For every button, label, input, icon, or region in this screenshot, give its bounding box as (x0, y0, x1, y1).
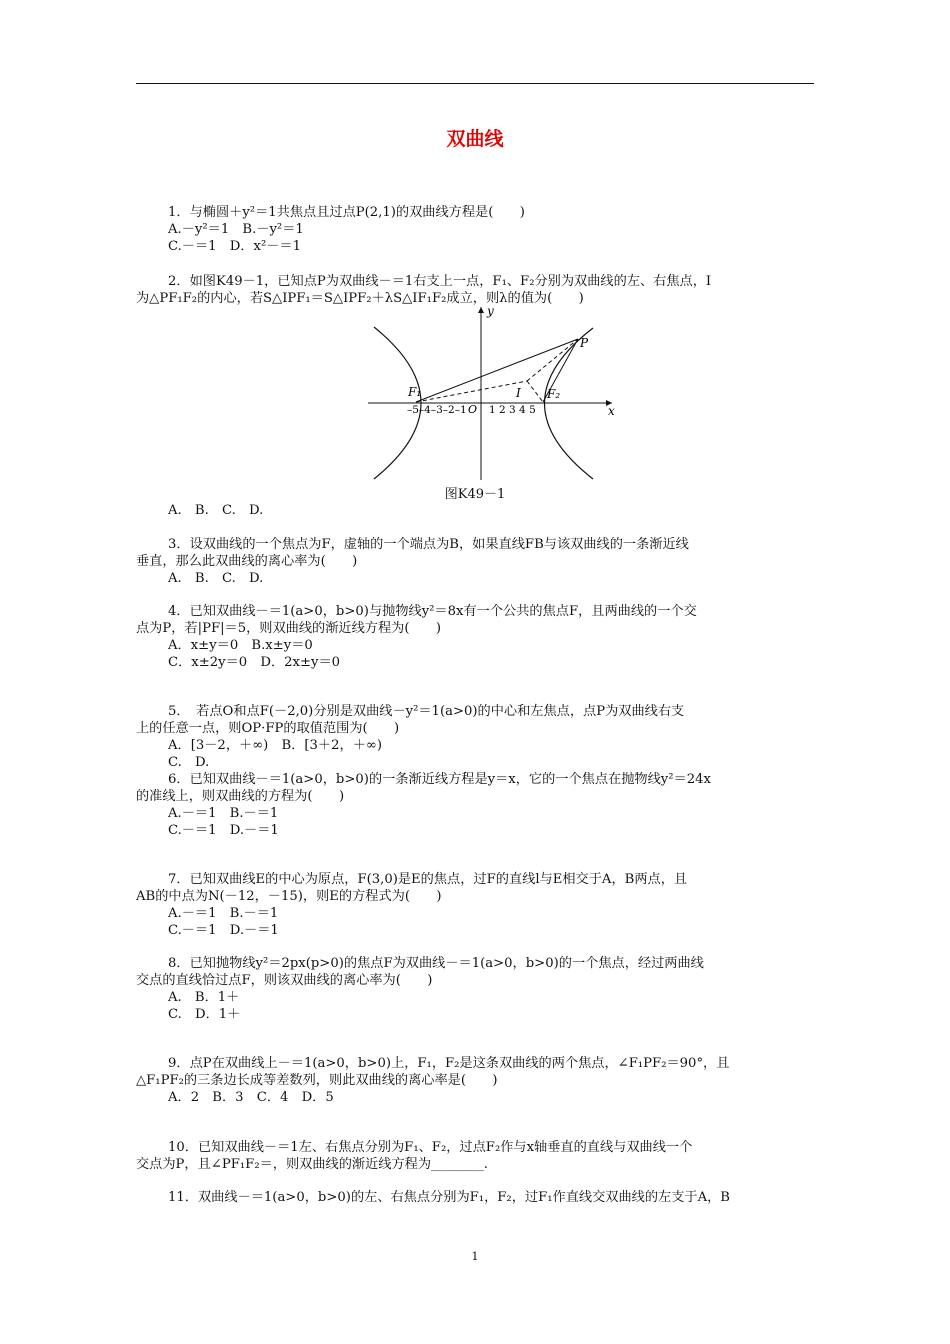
problem-5-line-2: 上的任意一点，则OP·FP的取值范围为( ) (136, 721, 400, 736)
problem-10-line-2: 交点为P，且∠PF₁F₂＝，则双曲线的渐近线方程为________. (136, 1157, 488, 1172)
problem-1-options-ab: A.－y²＝1 B.－y²＝1 (168, 222, 304, 237)
problem-10-line-1: 10．已知双曲线－＝1左、右焦点分别为F₁、F₂，过点F₂作与x轴垂直的直线与双曲线一个 (168, 1140, 693, 1155)
problem-4-line-2: 点为P，若|PF|＝5，则双曲线的渐近线方程为( ) (136, 621, 442, 636)
problem-7-options-ab: A.－＝1 B.－＝1 (168, 906, 279, 921)
y-label: y (487, 304, 494, 318)
problem-3-line-2: 垂直，那么此双曲线的离心率为( ) (136, 554, 358, 569)
problem-6-line-1: 6．已知双曲线－＝1(a>0，b>0)的一条渐近线方程是y＝x，它的一个焦点在抛物线y²＝24x (168, 772, 711, 787)
page-number: 1 (471, 1250, 479, 1263)
problem-7-options-cd: C.－＝1 D.－＝1 (168, 923, 279, 938)
problem-5-options-cd: C. D. (168, 755, 210, 770)
problem-7-line-2: AB的中点为N(－12，－15)，则E的方程式为( ) (136, 889, 442, 904)
line-f1-i (416, 381, 527, 402)
problem-6-options-ab: A.－＝1 B.－＝1 (168, 806, 279, 821)
left-ticks: –5–4–3–2–1 (407, 404, 467, 416)
problem-11-line-1: 11．双曲线－＝1(a>0，b>0)的左、右焦点分别为F₁，F₂，过F₁作直线交双曲线的左支于A，B (168, 1190, 730, 1205)
problem-8-options-ab: A. B．1＋ (168, 990, 240, 1005)
i-label: I (516, 386, 521, 400)
hyperbola-figure (360, 295, 622, 480)
problem-3-line-1: 3．设双曲线的一个焦点为F，虚轴的一个端点为B，如果直线FB与该双曲线的一条渐近线 (168, 537, 689, 552)
x-label: x (608, 404, 615, 418)
header-rule (136, 83, 814, 84)
page-title: 双曲线 (446, 128, 504, 150)
problem-6-options-cd: C.－＝1 D.－＝1 (168, 823, 279, 838)
problem-3-options: A. B. C. D. (168, 571, 264, 586)
problem-5-line-1: 5． 若点O和点F(－2,0)分别是双曲线－y²＝1(a>0)的中心和左焦点，点P为双曲线右支 (168, 704, 685, 719)
right-ticks: 1 2 3 4 5 (489, 404, 536, 416)
problem-1-options-cd: C.－＝1 D．x²－＝1 (168, 239, 302, 254)
problem-7-line-1: 7．已知双曲线E的中心为原点，F(3,0)是E的焦点，过F的直线l与E相交于A，B两点，且 (168, 872, 688, 887)
line-i-p (527, 339, 578, 381)
problem-2-options: A. B. C. D. (168, 503, 264, 518)
problem-8-options-cd: C. D．1＋ (168, 1007, 241, 1022)
problem-4-options-cd: C．x±2y＝0 D．2x±y＝0 (168, 655, 341, 670)
problem-9-line-2: △F₁PF₂的三条边长成等差数列，则此双曲线的离心率是( ) (136, 1073, 498, 1088)
problem-8-line-1: 8．已知抛物线y²＝2px(p>0)的焦点F为双曲线－＝1(a>0，b>0)的一个焦点，经过两曲线 (168, 956, 704, 971)
problem-6-line-2: 的准线上，则双曲线的方程为( ) (136, 789, 345, 804)
f1-label: F₁ (408, 385, 422, 399)
origin-label: O (468, 403, 478, 416)
problem-4-line-1: 4．已知双曲线－＝1(a>0，b>0)与抛物线y²＝8x有一个公共的焦点F，且两曲线的一个交 (168, 604, 697, 619)
figure-caption: 图K49－1 (444, 487, 506, 502)
problem-5-options-ab: A．[3－2，＋∞) B．[3＋2，＋∞) (168, 738, 383, 753)
f2-label: F₂ (547, 387, 561, 401)
problem-8-line-2: 交点的直线恰过点F，则该双曲线的离心率为( ) (136, 973, 433, 988)
problem-4-options-ab: A．x±y＝0 B.x±y＝0 (168, 638, 313, 653)
p-label: P (580, 336, 589, 350)
problem-2-line-1: 2．如图K49－1，已知点P为双曲线－＝1右支上一点，F₁、F₂分别为双曲线的左、右焦点，I (168, 274, 712, 289)
problem-9-options: A．2 B．3 C．4 D．5 (168, 1090, 334, 1105)
problem-1-line-1: 1．与椭圆＋y²＝1共焦点且过点P(2,1)的双曲线方程是( ) (168, 205, 525, 220)
line-i-f2 (527, 381, 543, 402)
problem-2-line-2: 为△PF₁F₂的内心，若S△IPF₁＝S△IPF₂＋λS△IF₁F₂成立，则λ的值为( ) (136, 291, 584, 306)
problem-9-line-1: 9．点P在双曲线上－＝1(a>0，b>0)上，F₁，F₂是这条双曲线的两个焦点，∠F₁PF₂＝90°，且 (168, 1056, 730, 1071)
